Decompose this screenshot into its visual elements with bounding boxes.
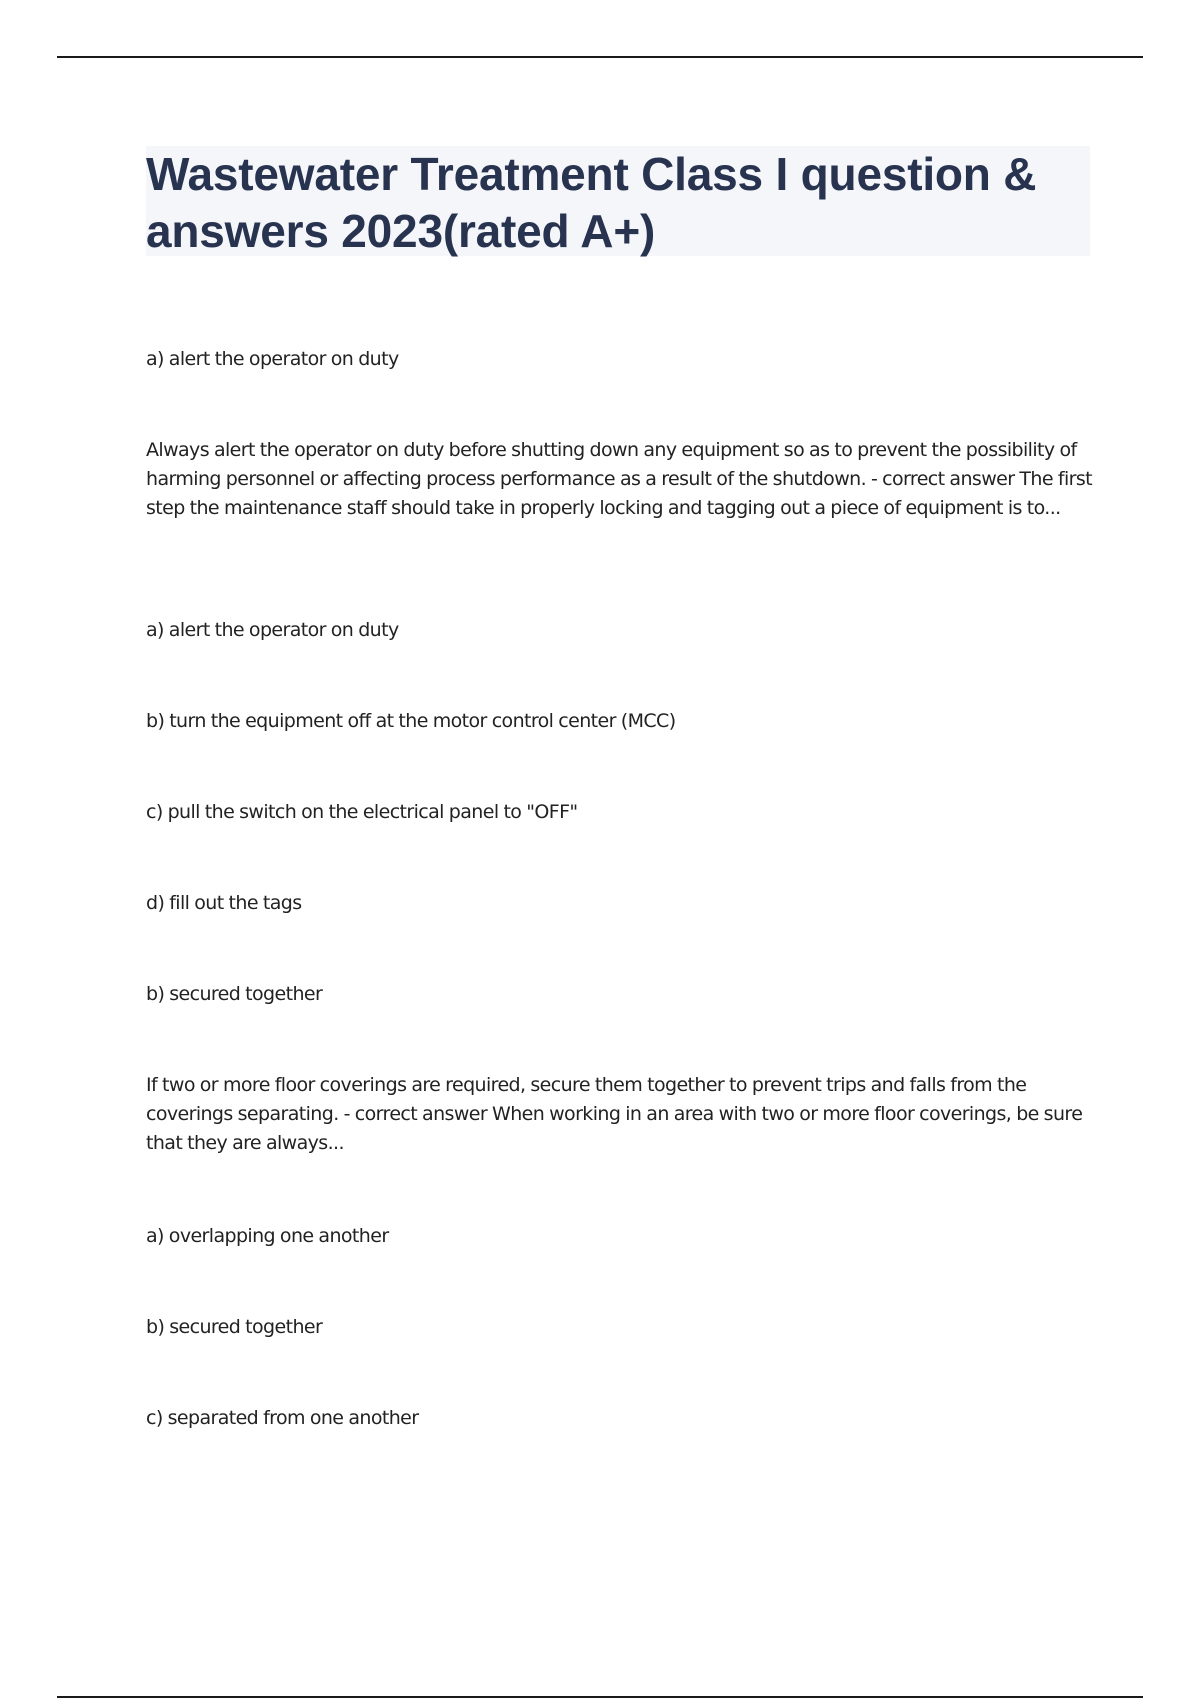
document-title: Wastewater Treatment Class I question & answers 2023(rated A+) bbox=[146, 148, 1037, 257]
top-divider bbox=[57, 56, 1143, 58]
explanation-question-paragraph: Always alert the operator on duty before shutting down any equipment so as to prevent the possibility of harming personnel or affecting process performance as a result of the shutdown. - correct answer The first step the maintenance staff should take in properly locking and tagging out a piece of equipment is to... bbox=[146, 439, 1092, 519]
option-d: d) fill out the tags bbox=[146, 892, 302, 914]
option-a: a) alert the operator on duty bbox=[146, 619, 399, 641]
explanation-question-paragraph: If two or more floor coverings are required, secure them together to prevent trips and falls from the coverings separating. - correct answer When working in an area with two or more floor coverings, be sure that they are always... bbox=[146, 1074, 1083, 1154]
option-c: c) pull the switch on the electrical panel to "OFF" bbox=[146, 801, 578, 823]
option-a: a) overlapping one another bbox=[146, 1225, 389, 1247]
bottom-divider bbox=[57, 1696, 1143, 1698]
option-b: b) turn the equipment off at the motor control center (MCC) bbox=[146, 710, 676, 732]
answer-line: b) secured together bbox=[146, 983, 323, 1005]
option-c: c) separated from one another bbox=[146, 1407, 419, 1429]
option-b: b) secured together bbox=[146, 1316, 323, 1338]
answer-line: a) alert the operator on duty bbox=[146, 348, 399, 370]
